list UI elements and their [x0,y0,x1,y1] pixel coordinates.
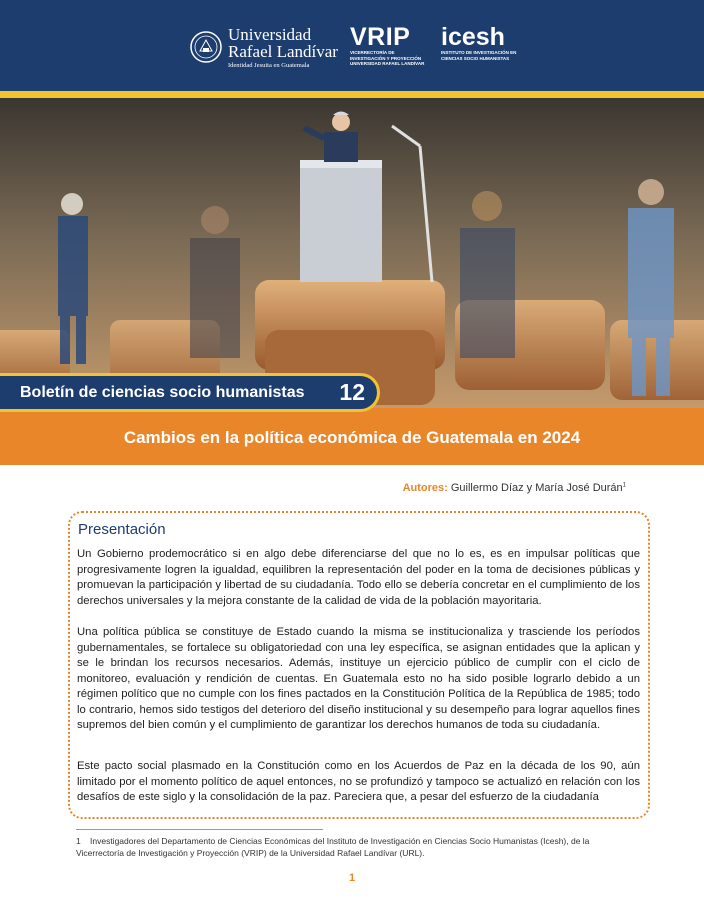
page-header [0,0,704,91]
university-tagline: Identidad Jesuita en Guatemala [228,61,310,69]
university-name-line2: Rafael Landívar [228,41,338,61]
icesh-logo [441,25,521,61]
vrip-logo [350,25,430,67]
footnote-number: 1 [76,836,81,846]
authors-label: Autores: [402,482,448,494]
icesh-subtitle: INSTITUTO DE INVESTIGACIÓN EN CIENCIAS SOCIO HUMANISTAS [441,50,517,61]
footnote [76,836,632,859]
footnote-divider [76,829,323,830]
paragraph: Un Gobierno prodemocrático si en algo debe diferenciarse del que no lo es, es en impulsar políticas que progresivamente logren la igualdad, equilibren la representación del poder en la toma de decisiones públicas y promuevan la participación y libertad de su ciudadanía. Todo ello se debería concretar en el cumplimiento de los derechos universales y la mejora constante de la calidad de vida de la población mayoritaria. [77,548,640,607]
bulletin-number: 12 [339,379,365,405]
authors-footnote-mark: 1 [622,482,626,489]
cover-photo [0,98,704,408]
bulletin-banner [0,376,377,409]
footnote-text: Investigadores del Departamento de Ciencias Económicas del Instituto de Investigación en Ciencias Socio Humanistas (Icesh), de la Vicerrectoría de Investigación y Proyección (VRIP) de la Universidad Rafael Landívar (URL). [76,836,590,858]
vrip-subtitle: VICERRECTORÍA DE INVESTIGACIÓN Y PROYECCIÓN UNIVERSIDAD RAFAEL LANDÍVAR [350,50,425,66]
icesh-name: icesh [441,23,505,51]
authors-line [403,482,626,494]
bulletin-label: Boletín de ciencias socio humanistas [20,384,305,401]
vrip-name: VRIP [350,23,411,51]
presentation-box [68,511,650,819]
document-title: Cambios en la política económica de Guatemala en 2024 [123,428,581,447]
paragraph: Este pacto social plasmado en la Constitución como en los Acuerdos de Paz en la década de los 90, aún limitado por el momento político de aquel entonces, no se profundizó y tampoco se actualizó en relación con los desafíos de este siglo y la consolidación de la paz. Pareciera que, a pesar del esfuerzo de la ciudadanía [77,760,640,803]
header-accent-stripe [0,91,704,98]
university-logo [190,22,338,72]
university-seal-icon [190,31,222,63]
university-name-line1: Universidad [228,24,312,44]
paragraph: Una política pública se constituye de Estado cuando la misma se institucionaliza y trasciende los períodos gubernamentales, se fortalece su obligatoriedad con una ley específica, se asignan entidades que la aplican y se le brindan los recursos necesarios. Además, instituye un ejercicio público de cumplir con el ciclo de monitoreo, evaluación y rendición de cuentas. En Guatemala esto no ha sido posible lograrlo debido a un régimen político que no cumple con los fines pactados en la Constitución Política de la República de 1985; todo lo contrario, hemos sido testigos del deterioro del diseño institucional y su desempeño para lograr aquellos fines supremos del bien común y el cumplimiento de garantizar los derechos humanos de toda su ciudadanía. [77,626,640,731]
presentation-heading: Presentación [78,521,166,538]
page-number: 1 [348,872,356,884]
authors-names: Guillermo Díaz y María José Durán [450,482,623,494]
